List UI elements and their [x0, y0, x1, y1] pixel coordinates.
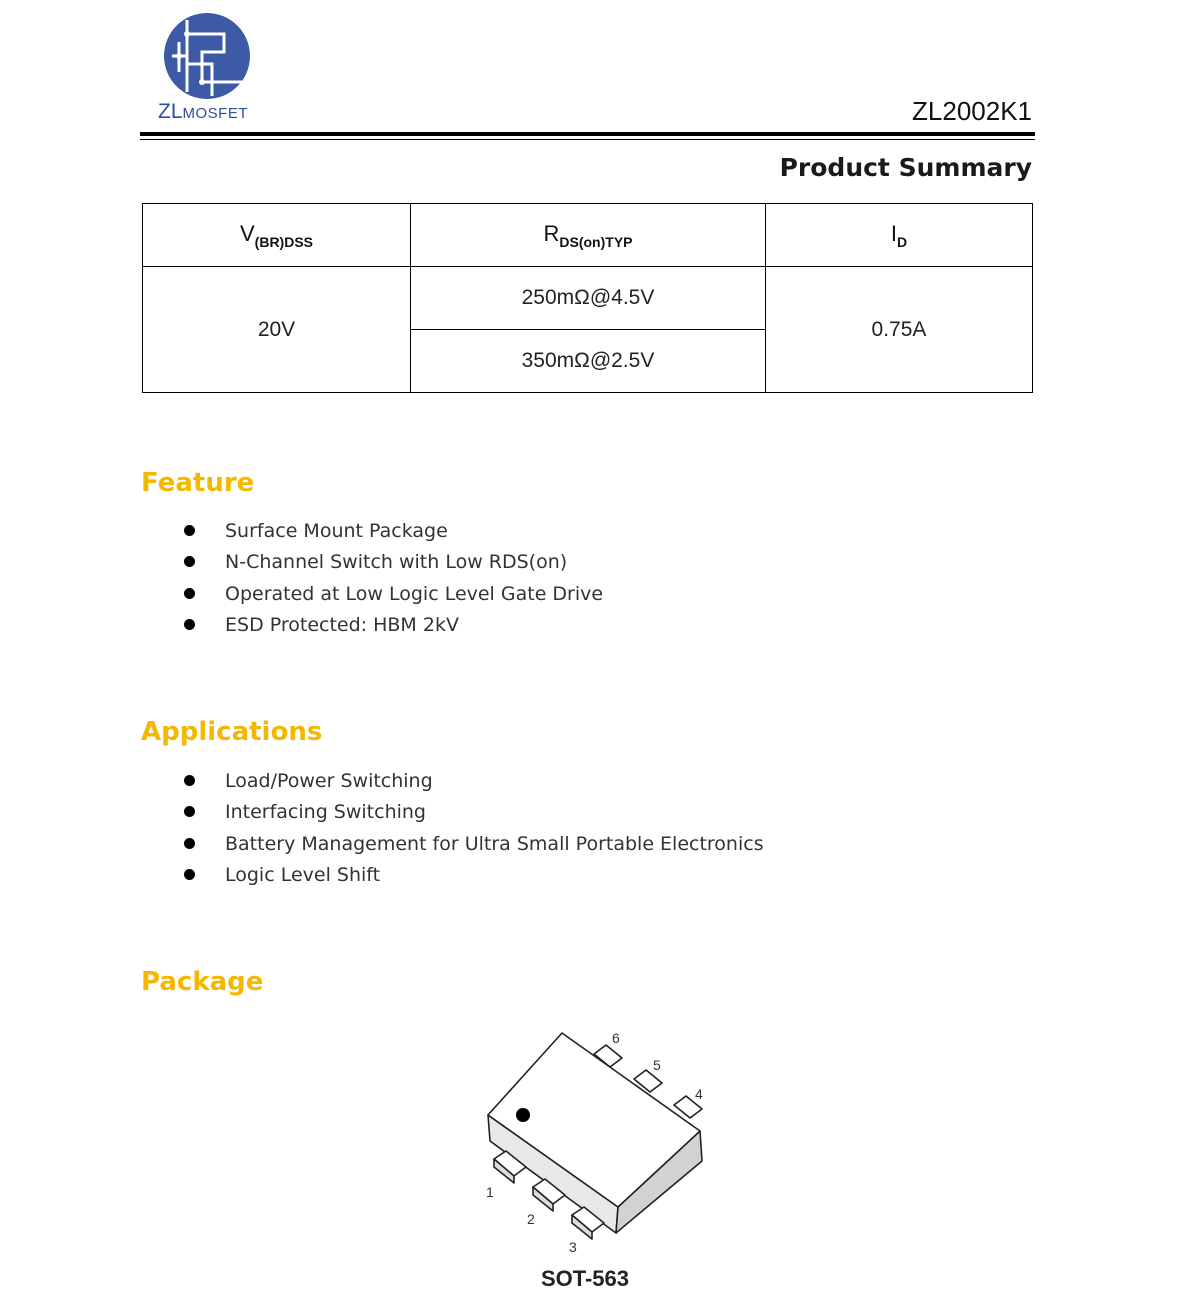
- applications-title: Applications: [141, 717, 323, 747]
- bullet-icon: [184, 775, 195, 786]
- summary-title: Product Summary: [779, 153, 1032, 182]
- list-item: Logic Level Shift: [184, 860, 764, 891]
- bullet-icon: [184, 525, 195, 536]
- bullet-icon: [184, 838, 195, 849]
- header-rule-thick: [140, 132, 1035, 136]
- pin-label: 4: [695, 1086, 703, 1102]
- list-item: Operated at Low Logic Level Gate Drive: [184, 579, 603, 610]
- pin-label: 6: [612, 1030, 620, 1046]
- list-item: N-Channel Switch with Low RDS(on): [184, 547, 603, 578]
- header-rule-thin: [140, 139, 1035, 140]
- bullet-icon: [184, 806, 195, 817]
- header-vbrdss: $V_{(BR)DSS}$: [143, 204, 411, 267]
- bullet-icon: [184, 588, 195, 599]
- header-id: $I_D$: [766, 204, 1033, 267]
- sot563-package-drawing: [470, 1025, 730, 1265]
- list-item: Battery Management for Ultra Small Portable Electronics: [184, 829, 764, 860]
- bullet-icon: [184, 619, 195, 630]
- pin-label: 5: [653, 1057, 661, 1073]
- header-rdson: $R_{DS(on)TYP}$: [411, 204, 766, 267]
- list-item: Interfacing Switching: [184, 797, 764, 828]
- logo-text-big: ZL: [158, 100, 183, 123]
- package-title: Package: [141, 967, 264, 997]
- pin-label: 1: [486, 1184, 494, 1200]
- table-row: [143, 267, 1033, 330]
- logo-wordmark: [158, 100, 248, 124]
- applications-list: [184, 766, 764, 891]
- pin1-dot: [516, 1108, 530, 1122]
- bullet-icon: [184, 869, 195, 880]
- list-item: ESD Protected: HBM 2kV: [184, 610, 603, 641]
- logo-text-small: MOSFET: [182, 105, 249, 122]
- cell-vbrdss: 20V: [143, 267, 411, 393]
- cell-id: 0.75A: [766, 267, 1033, 393]
- part-number: ZL2002K1: [912, 96, 1032, 126]
- cell-rdson-45v: 250mΩ@4.5V: [411, 267, 766, 330]
- list-item: Surface Mount Package: [184, 516, 603, 547]
- feature-list: [184, 516, 603, 641]
- cell-rdson-25v: 350mΩ@2.5V: [411, 330, 766, 393]
- feature-title: Feature: [141, 468, 255, 498]
- table-header-row: [143, 204, 1033, 267]
- product-summary-table: [142, 203, 1033, 393]
- package-name: SOT-563: [540, 1266, 630, 1291]
- pin-label: 3: [569, 1239, 577, 1255]
- list-item: Load/Power Switching: [184, 766, 764, 797]
- bullet-icon: [184, 556, 195, 567]
- pin-label: 2: [527, 1211, 535, 1227]
